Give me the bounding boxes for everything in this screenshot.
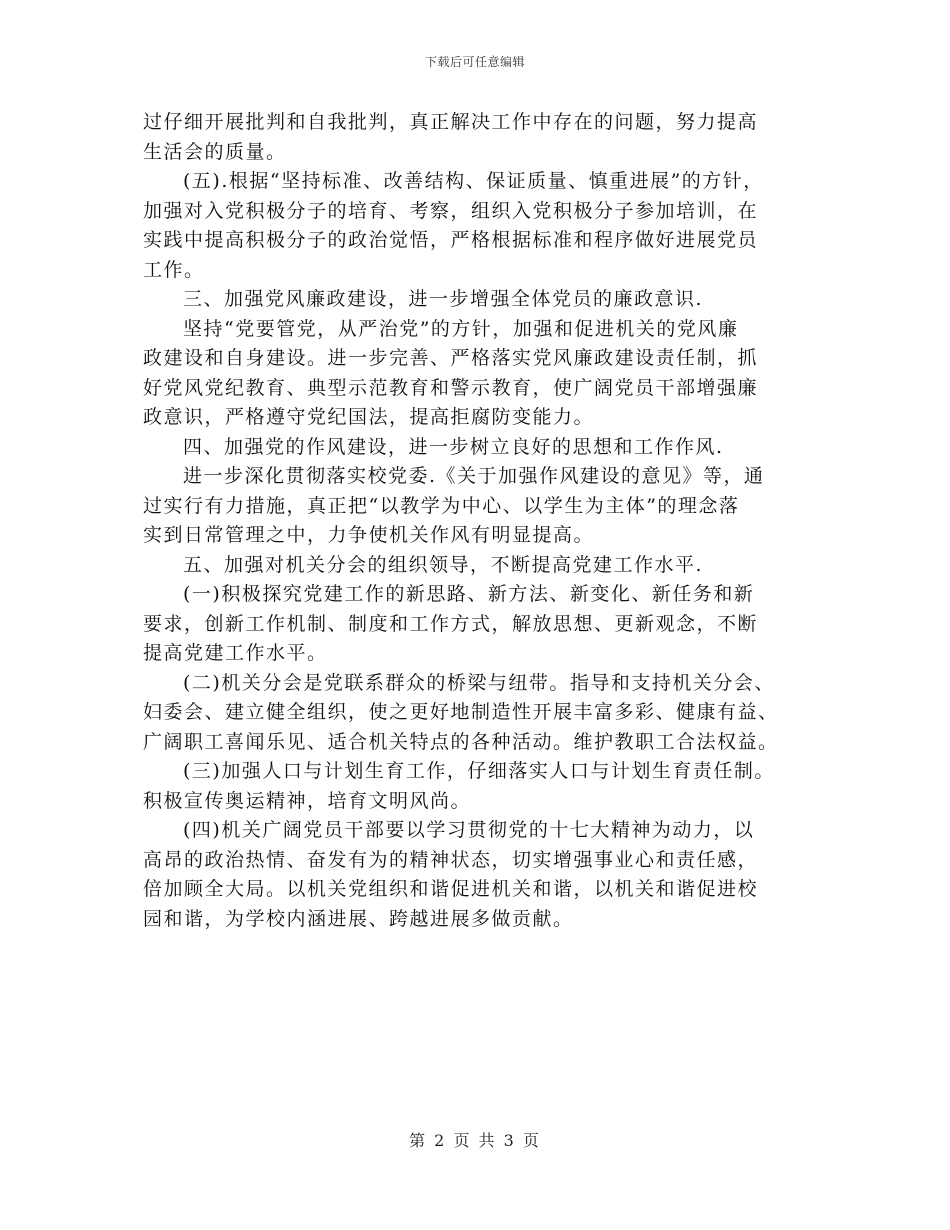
text-line: 生活会的质量。 xyxy=(143,140,287,163)
text-line: 好党风党纪教育、典型示范教育和警示教育，使广阔党员干部增强廉 xyxy=(143,376,759,399)
text-line: 进一步深化贯彻落实校党委.《关于加强作风建设的意见》等，通 xyxy=(183,465,765,487)
text-line: 实践中提高积极分子的政治觉悟，严格根据标准和程序做好进展党员 xyxy=(143,229,759,251)
text-line: 倍加顾全大局。以机关党组织和谐促进机关和谐，以机关和谐促进校 xyxy=(143,878,759,900)
text-line: 妇委会、建立健全组织，使之更好地制造性开展丰富多彩、健康有益、 xyxy=(143,701,779,723)
text-line: 政建设和自身建设。进一步完善、严格落实党风廉政建设责任制，抓 xyxy=(143,347,759,369)
text-line: 三、加强党风廉政建设，进一步增强全体党员的廉政意识. xyxy=(183,288,704,310)
document-body xyxy=(143,108,813,934)
text-line: (五).根据“坚持标准、改善结构、保证质量、慎重进展”的方针， xyxy=(183,170,764,192)
text-line: 要求，创新工作机制、制度和工作方式，解放思想、更新观念，不断 xyxy=(143,612,759,635)
text-line: 过仔细开展批判和自我批判，真正解决工作中存在的问题，努力提高 xyxy=(143,111,759,133)
text-line: 高昂的政治热情、奋发有为的精神状态，切实增强事业心和责任感， xyxy=(143,848,759,871)
text-line: (三)加强人口与计划生育工作，仔细落实人口与计划生育责任制。 xyxy=(183,760,775,782)
text-line: 园和谐，为学校内涵进展、跨越进展多做贡献。 xyxy=(143,907,574,930)
text-line: 加强对入党积极分子的培育、考察，组织入党积极分子参加培训，在 xyxy=(143,199,759,222)
text-line: 政意识，严格遵守党纪国法，提高拒腐防变能力。 xyxy=(143,406,595,428)
text-line: 坚持“党要管党，从严治党”的方针，加强和促进机关的党风廉 xyxy=(183,317,739,340)
page-footer xyxy=(0,1128,950,1151)
page-header xyxy=(0,53,950,70)
text-line: 过实行有力措施，真正把“以教学为中心、以学生为主体”的理念落 xyxy=(143,494,740,517)
text-line: (四)机关广阔党员干部要以学习贯彻党的十七大精神为动力，以 xyxy=(183,819,755,841)
page-number: 第 2 页 共 3 页 xyxy=(409,1131,541,1150)
text-line: (二)机关分会是党联系群众的桥梁与纽带。指导和支持机关分会、 xyxy=(183,671,775,694)
text-line: 四、加强党的作风建设，进一步树立良好的思想和工作作风. xyxy=(183,435,724,458)
text-line: 实到日常管理之中，力争使机关作风有明显提高。 xyxy=(143,524,595,546)
header-text: 下载后可任意编辑 xyxy=(424,55,525,69)
text-line: 提高党建工作水平。 xyxy=(143,642,328,664)
text-line: 广阔职工喜闻乐见、适合机关特点的各种活动。维护教职工合法权益。 xyxy=(143,730,779,753)
text-line: 积极宣传奥运精神，培育文明风尚。 xyxy=(143,789,472,812)
text-line: (一)积极探究党建工作的新思路、新方法、新变化、新任务和新 xyxy=(183,583,755,605)
text-line: 工作。 xyxy=(143,258,205,281)
text-line: 五、加强对机关分会的组织领导，不断提高党建工作水平. xyxy=(183,553,704,576)
